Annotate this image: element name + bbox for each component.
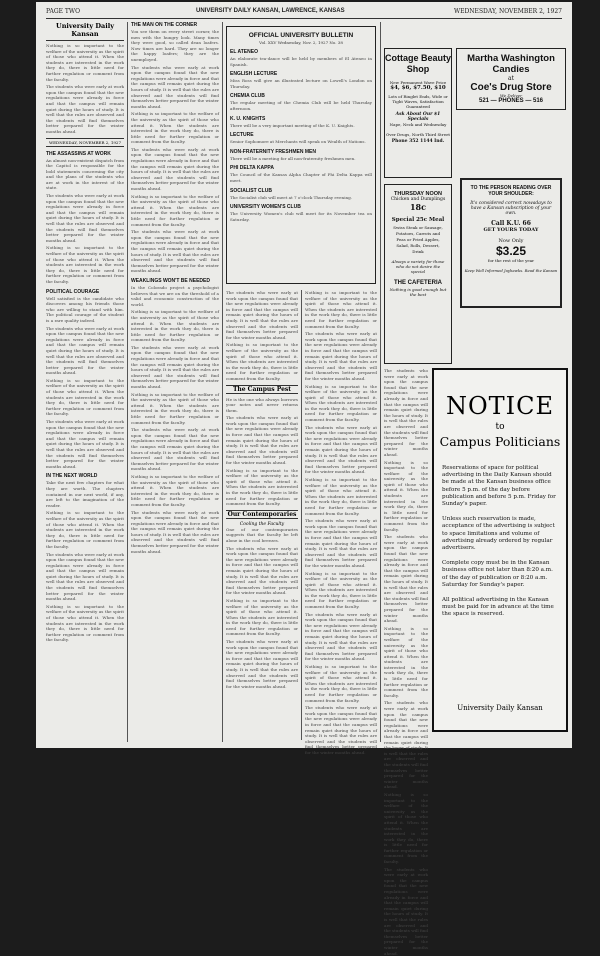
editorial-text: Well satisfied is the candidate who discovers among his friends those who are willing to stand with him. The political courage of the student is a rare quality indeed. xyxy=(46,295,124,323)
column-text: The students who were early at work upon the campus found that the new regulations were already in force and that the campus will remain quiet during the hours of study. It is well that the rules are observed and the students will find themselves better prepared for the winter months ahead. xyxy=(305,611,377,662)
column-text: The students who were early at work upon the campus found that the new regulations were already in force and that the campus will remain quiet during the hours of study. It is well that the rules are observed and the students will find themselves better prepared for the winter months ahead. xyxy=(131,146,219,192)
column-text: Nothing is so important to the welfare of the university as the spirit of those who attend it. When the students are interested in the work they do, there is little need for further regulation or comment from the faculty. xyxy=(226,597,298,637)
kansan-subscription-ad xyxy=(460,178,562,308)
bulletin-item-heading: K. U. KNIGHTS xyxy=(230,115,266,122)
column-text: Nothing is so important to the welfare of the university as the spirit of those who attend it. When the students are interested in the work they do, there is little need for further regulation or comment from the faculty. xyxy=(305,290,377,329)
column-text: He is the one who always borrows your notes and never returns them. xyxy=(226,396,298,413)
editorial-heading: IN THE NEXT WORLD xyxy=(46,473,98,480)
editorial-text: Nothing is so important to the welfare of the university as the spirit of those who attend it. When the students are interested in the work they do, there is little need for further regulation or comment from the faculty. xyxy=(46,245,124,284)
newspaper-page xyxy=(36,2,572,956)
cottage-address: Over Drugs, North Third Street xyxy=(385,132,451,137)
column-text: Nothing is so important to the welfare of the university as the spirit of those who attend it. When the students are interested in the work they do, there is little need for further regulation or comment from the faculty. xyxy=(305,477,377,516)
column-text: Nothing is so important to the welfare of the university as the spirit of those who attend it. When the students are interested in the work they do, there is little need for further regulation or comment from the faculty. xyxy=(384,459,428,532)
cafeteria-day: THURSDAY NOON xyxy=(394,191,442,197)
notice-signature: University Daily Kansan xyxy=(457,704,543,712)
cottage-beauty-shop-ad xyxy=(384,48,452,178)
column-text: Nothing is so important to the welfare of the university as the spirit of those who attend it. When the students are interested in the work they do, there is little need for further regulation or comment from the faculty. xyxy=(384,625,428,698)
column-text: Nothing is so important to the welfare of the university as the spirit of those who attend it. When the students are interested in the work they do, there is little need for further regulation or comment from the faculty. xyxy=(305,383,377,423)
bulletin-item-text: Senior Sophomore at Merchants will speak on Wealth of Nations. xyxy=(230,139,366,145)
bulletin-item-heading: NON-FRATERNITY FRESHMEN MEN xyxy=(230,148,316,155)
editorial-column xyxy=(46,22,124,742)
editorial-text: Take the next few chapters for what they are worth. The chapters contained in our next world, if any, are left to the imagination of the reader. xyxy=(46,480,124,508)
column-text: The students who were early at work upon the campus found that the new regulations were already in force and that the campus will remain quiet during the hours of study. It is well that the rules are observed and the students will find themselves better prepared for the winter months ahead. xyxy=(384,534,428,624)
column-text: The students who were early at work upon the campus found that the new regulations were already in force and that the campus will remain quiet during the hours of study. It is well that the rules are observed and the students will find themselves better prepared for the winter months ahead. xyxy=(305,705,377,755)
column-rule xyxy=(127,22,128,742)
bulletin-title: OFFICIAL UNIVERSITY BULLETIN xyxy=(248,32,354,39)
cafeteria-meal: Chicken and Dumplings xyxy=(390,197,446,202)
bulletin-item-text: There will be a very important meeting of the K. U. Knights. xyxy=(230,122,355,128)
editorial-heading: POLITICAL COURAGE xyxy=(46,288,100,295)
sub-footer: Keep Well Informed Jayhawks. Read the Kansan xyxy=(464,268,558,273)
martha-at: at xyxy=(508,75,514,82)
bulletin-item-heading: LECTURE xyxy=(230,132,254,139)
martha-title: Martha Washington Candies xyxy=(467,53,555,75)
column-text: Nothing is so important to the welfare of the university as the spirit of those who attend it. When the students are interested in the work they do, there is little need for further regulation or comment from the faculty. xyxy=(226,342,298,381)
column-rule xyxy=(222,22,223,742)
column-text: The students who were early at work upon the campus found that the new regulations were already in force and that the campus will remain quiet during the hours of study. It is well that the rules are observed and the students will find themselves better prepared for the winter months ahead. xyxy=(384,700,428,790)
campus-pest-column xyxy=(226,290,298,740)
page-number: PAGE TWO xyxy=(46,8,80,15)
martha-phone: 521 — PHONES — 516 xyxy=(478,98,544,104)
editorial-text: Nothing is so important to the welfare of the university as the spirit of those who attend it. When the students are interested in the work they do, there is little need for further regulation or comment from the faculty. xyxy=(46,603,124,643)
notice-to: to xyxy=(495,422,505,432)
column-text: The students who were early at work upon the campus found that the new regulations were already in force and that the campus will remain quiet during the hours of study. It is well that the rules are observed and the students will find themselves better prepared for the winter months ahead. xyxy=(226,290,298,340)
column-text: You see them on every street corner, the men with the hungry look. Many times they were good, so called dean loafers. Now times are hard. They are no longer the happy loafers; they are the unemployed. xyxy=(131,29,219,62)
campus-pest-heading: The Campus Pest xyxy=(226,385,298,394)
editorial-heading: THE ASSASSINS AT WORK xyxy=(46,150,111,157)
bulletin-item-text: The University Women's club will meet for its November tea on Saturday. xyxy=(230,211,372,222)
sub-price: $3.25 xyxy=(495,244,527,258)
column-text: In the Colorado project a psychologist believes that we are on the threshold of a valid and economic construction of the world. xyxy=(131,284,219,307)
column-heading: WEAKLINGS WON'T BE NEEDED xyxy=(131,277,210,284)
bulletin-item-heading: CHEMIA CLUB xyxy=(230,93,265,100)
masthead-title: University Daily Kansan xyxy=(46,22,124,41)
masthead-staff-2: The students who were early at work upon the campus found that the new regulations were already in force and that the campus will remain quiet during the hours of study. It is well that the rules are observed and the students will find themselves better prepared for the winter months ahead. xyxy=(46,84,124,134)
column-text: The students who were early at work upon the campus found that the new regulations were already in force and that the campus will remain quiet during the hours of study. It is well that the rules are observed and the students will find themselves better prepared for the winter months ahead. xyxy=(226,545,298,596)
bulletin-item-heading: ENGLISH LECTURE xyxy=(230,71,278,78)
bulletin-item-text: The Council of the Kansas Alpha Chapter of Phi Delta Kappa will meet. xyxy=(230,172,372,183)
sub-rest: for the rest of the year xyxy=(487,258,534,263)
bulletin-item-text: An elaborate tea-dance will be held by members of El Ateneo in Spanish. xyxy=(230,56,372,67)
notice-title: NOTICE xyxy=(445,392,555,420)
column-text: Nothing is so important to the welfare of the university as the spirit of those who attend it. When the students are interested in the work they do, there is little need for further regulation or comment from the faculty. xyxy=(226,467,298,507)
cottage-line2: Lots of Ringlet Ends, Wide or Tight Waves, Satisfaction Guaranteed xyxy=(388,94,448,109)
cottage-specials-detail: Nape, Neck and Wednesday xyxy=(389,122,447,127)
column-rule xyxy=(380,22,381,742)
masthead-staff: Nothing is so important to the welfare of the university as the spirit of those who attend it. When the students are interested in the work they do, there is little need for further regulation or comment from the faculty. xyxy=(46,43,124,82)
sub-quote: It's considered correct nowadays to have a Kansan subscription of your own. xyxy=(470,201,552,216)
column-text: The students who were early at work upon the campus found that the new regulations were already in force and that the campus will remain quiet during the hours of study. It is well that the rules are observed and the students will find themselves better prepared for the winter months ahead. xyxy=(131,427,219,472)
bulletin-item-text: Miss Ross will give an illustrated lecture on Lowell's London on Thursday. xyxy=(230,78,372,89)
column-text: The students who were early at work upon the campus found that the new regulations were already in force and that the campus will remain quiet during the hours of study. It is well that the rules are observed and the students will find themselves better prepared for the winter months ahead. xyxy=(226,639,298,689)
editorial-text: Nothing is so important to the welfare of the university as the spirit of those who attend it. When the students are interested in the work they do, there is little need for further regulation or comment from the faculty. xyxy=(46,510,124,549)
column-text: One of our contemporaries suggests that the faculty be left alone in the cool breezes. xyxy=(226,526,298,543)
cottage-phone: Phone 352 1144 Ind. xyxy=(391,139,445,144)
bulletin-item-heading: SOCIALIST CLUB xyxy=(230,187,272,194)
contemporaries-subheading: Cooling the Faculty xyxy=(239,521,285,527)
bulletin-item-text: The regular meeting of the Chemia Club will be held Thursday afternoon. xyxy=(230,100,372,111)
column-text: Nothing is so important to the welfare of the university as the spirit of those who attend it. When the students are interested in the work they do, there is little need for further regulation or comment from the faculty. xyxy=(131,111,219,145)
contemporaries-heading: Our Contemporaries xyxy=(227,510,297,518)
cafeteria-special-items: Swiss Steak or Sausage, Potatoes, Carrots and Peas or Fried Apples, Salad, Rolls, Dessert, Drink xyxy=(393,225,443,254)
news-column xyxy=(305,290,377,755)
bulletin-item-text: There will be a meeting for all non-fraternity freshmen men. xyxy=(230,155,356,161)
notice-paragraph: All political advertising in the Kansan must be paid for in advance at the time the space is reserved. xyxy=(442,597,554,618)
martha-deliver: We Deliver xyxy=(499,93,523,98)
masthead-date: WEDNESDAY, NOVEMBER 2, 1927 xyxy=(46,138,124,147)
bulletin-subtitle: Vol. XXV Wednesday, Nov. 2, 1927 No. 38 xyxy=(259,40,343,45)
column-text: The students who were early at work upon the campus found that the new regulations were already in force and that the campus will remain quiet during the hours of study. It is well that the rules are observed and the students will find themselves better prepared for the winter months ahead. xyxy=(305,518,377,568)
editorial-text: The students who were early at work upon the campus found that the new regulations were already in force and that the campus will remain quiet during the hours of study. It is well that the rules are observed and the students will find themselves better prepared for the winter months ahead. xyxy=(46,193,124,243)
column-text: The students who were early at work upon the campus found that the new regulations were already in force and that the campus will remain quiet during the hours of study. It is well that the rules are observed and the students will find themselves better prepared for the winter months ahead. xyxy=(305,331,377,381)
notice-paragraph: Complete copy must be in the Kansan business office not later than 8:20 a.m. of the day of publication or 8:20 a.m. Saturday for Sunday's paper. xyxy=(442,560,553,588)
editorial-text: The students who were early at work upon the campus found that the new regulations were already in force and that the campus will remain quiet during the hours of study. It is well that the rules are observed and the students will find themselves better prepared for the winter months ahead. xyxy=(46,419,124,469)
column-text: The students who were early at work upon the campus found that the new regulations were already in force and that the campus will remain quiet during the hours of study. It is well that the rules are observed and the students will find themselves better prepared for the winter months ahead. xyxy=(131,509,219,554)
sub-call: Call K.U. 66 xyxy=(491,220,531,227)
official-bulletin xyxy=(226,26,376,284)
editorial-text: Nothing is so important to the welfare of the university as the spirit of those who attend it. When the students are interested in the work they do, there is little need for further regulation or comment from the faculty. xyxy=(46,377,124,417)
page-header xyxy=(46,6,562,19)
issue-date: WEDNESDAY, NOVEMBER 2, 1927 xyxy=(453,8,562,15)
cafeteria-special: Special 25c Meal xyxy=(391,217,445,223)
cottage-price: $4, $6, $7.50, $10 xyxy=(390,85,446,91)
column-text: The students who were early at work upon the campus found that the new regulations were already in force and that the campus will remain quiet during the hours of study. It is well that the rules are observed and the students will find themselves better prepared for the winter months ahead. xyxy=(131,229,219,274)
editorial-text: The students who were early at work upon the campus found that the new regulations were already in force and that the campus will remain quiet during the hours of study. It is well that the rules are observed and the students will find themselves better prepared for the winter months ahead. xyxy=(46,325,124,376)
notice-subtitle: Campus Politicians xyxy=(439,434,561,449)
notice-paragraph: Reservations of space for political advertising in the Daily Kansan should be made at the Kansan business office before 5 p.m. of the day before publication and before 5 p.m. Friday for Sunday's paper. xyxy=(442,465,556,508)
bulletin-item-text: The Socialist club will meet at 7 o'clock Thursday evening. xyxy=(230,194,353,200)
column-text: Nothing is so important to the welfare of the university as the spirit of those who attend it. When the students are interested in the work they do, there is little need for further regulation or comment from the faculty. xyxy=(384,791,428,865)
cafeteria-price: 18c xyxy=(409,202,426,212)
column-text: The students who were early at work upon the campus found that the new regulations were already in force and that the campus will remain quiet during the hours of study. It is well that the rules are observed and the students will find themselves better prepared for the winter months ahead. xyxy=(131,344,219,390)
column-text: The students who were early at work upon the campus found that the new regulations were already in force and that the campus will remain quiet during the hours of study. It is well that the rules are observed and the students will find themselves better prepared for the winter months ahead. xyxy=(384,866,428,956)
cafeteria-name: THE CAFETERIA xyxy=(394,280,442,286)
cottage-title: Cottage Beauty Shop xyxy=(385,53,452,74)
column-text: Nothing is so important to the welfare of the university as the spirit of those who attend it. When the students are interested in the work they do, there is little need for further regulation or comment from the faculty. xyxy=(131,309,219,343)
editorial-text: An almost non-existent dispatch from the Capitol is responsible for the bold statements concerning the city and the plans of the students who are at work in the interest of the state. xyxy=(46,157,124,191)
column-text: Nothing is so important to the welfare of the university as the spirit of those who attend it. When the students are interested in the work they do, there is little need for further regulation or comment from the faculty. xyxy=(305,570,377,610)
cottage-special: Ask About Our $1 Specials xyxy=(395,112,441,122)
column-rule xyxy=(301,290,302,740)
column-text: Nothing is so important to the welfare of the university as the spirit of those who attend it. When the students are interested in the work they do, there is little need for further regulation or comment from the faculty. xyxy=(131,391,219,425)
cafeteria-tagline: Nothing is good enough but the best xyxy=(389,287,447,297)
sub-only: Now Only xyxy=(498,238,524,244)
editorial-text: The students who were early at work upon the campus found that the new regulations were already in force and that the campus will remain quiet during the hours of study. It is well that the rules are observed and the students will find themselves better prepared for the winter months ahead. xyxy=(46,551,124,602)
cafeteria-note: Always a variety for those who do not desire the special xyxy=(391,259,445,274)
cafeteria-ad xyxy=(384,184,452,364)
bulletin-item-heading: UNIVERSITY WOMEN'S CLUB xyxy=(230,204,301,211)
bulletin-item-heading: EL ATENEO xyxy=(230,49,258,55)
man-on-corner-column xyxy=(131,22,219,742)
paper-title: UNIVERSITY DAILY KANSAN, LAWRENCE, KANSAS xyxy=(196,8,345,14)
column-text: Nothing is so important to the welfare of the university as the spirit of those who attend it. When the students are interested in the work they do, there is little need for further regulation or comment from the faculty. xyxy=(131,193,219,227)
notice-campus-politicians xyxy=(432,368,568,732)
news-column-right xyxy=(384,368,428,956)
column-text: The students who were early at work upon the campus found that the new regulations were already in force and that the campus will remain quiet during the hours of study. It is well that the rules are observed and the students will find themselves better prepared for the winter months ahead. xyxy=(384,368,428,457)
martha-store: Coe's Drug Store xyxy=(470,82,552,93)
column-text: The students who were early at work upon the campus found that the new regulations were already in force and that the campus will remain quiet during the hours of study. It is well that the rules are observed and the students will find themselves better prepared for the winter months ahead. xyxy=(305,424,377,475)
sub-headline: TO THE PERSON READING OVER YOUR SHOULDER: xyxy=(470,185,552,197)
column-text: Nothing is so important to the welfare of the university as the spirit of those who attend it. When the students are interested in the work they do, there is little need for further regulation or comment from the faculty. xyxy=(131,473,219,507)
cottage-line1: New Permanent Wave Price xyxy=(389,80,447,85)
column-text: The students who were early at work upon the campus found that the new regulations were already in force and that the campus will remain quiet during the hours of study. It is well that the rules are observed and the students will find themselves better prepared for the winter months ahead. xyxy=(131,64,219,109)
column-text: Nothing is so important to the welfare of the university as the spirit of those who attend it. When the students are interested in the work they do, there is little need for further regulation or comment from the faculty. xyxy=(305,664,377,703)
column-heading: THE MAN ON THE CORNER xyxy=(131,22,198,28)
column-text: The students who were early at work upon the campus found that the new regulations were already in force and that the campus will remain quiet during the hours of study. It is well that the rules are observed and the students will find themselves better prepared for the winter months ahead. xyxy=(226,415,298,466)
sub-get: GET YOURS TODAY xyxy=(483,227,539,233)
martha-washington-ad xyxy=(456,48,566,110)
notice-paragraph: Unless such reservation is made, acceptance of the advertising is subject to space limitations and volume of advertising already ordered by regular advertisers. xyxy=(442,516,555,552)
bulletin-item-heading: PHI DELTA KAPPA xyxy=(230,165,274,172)
